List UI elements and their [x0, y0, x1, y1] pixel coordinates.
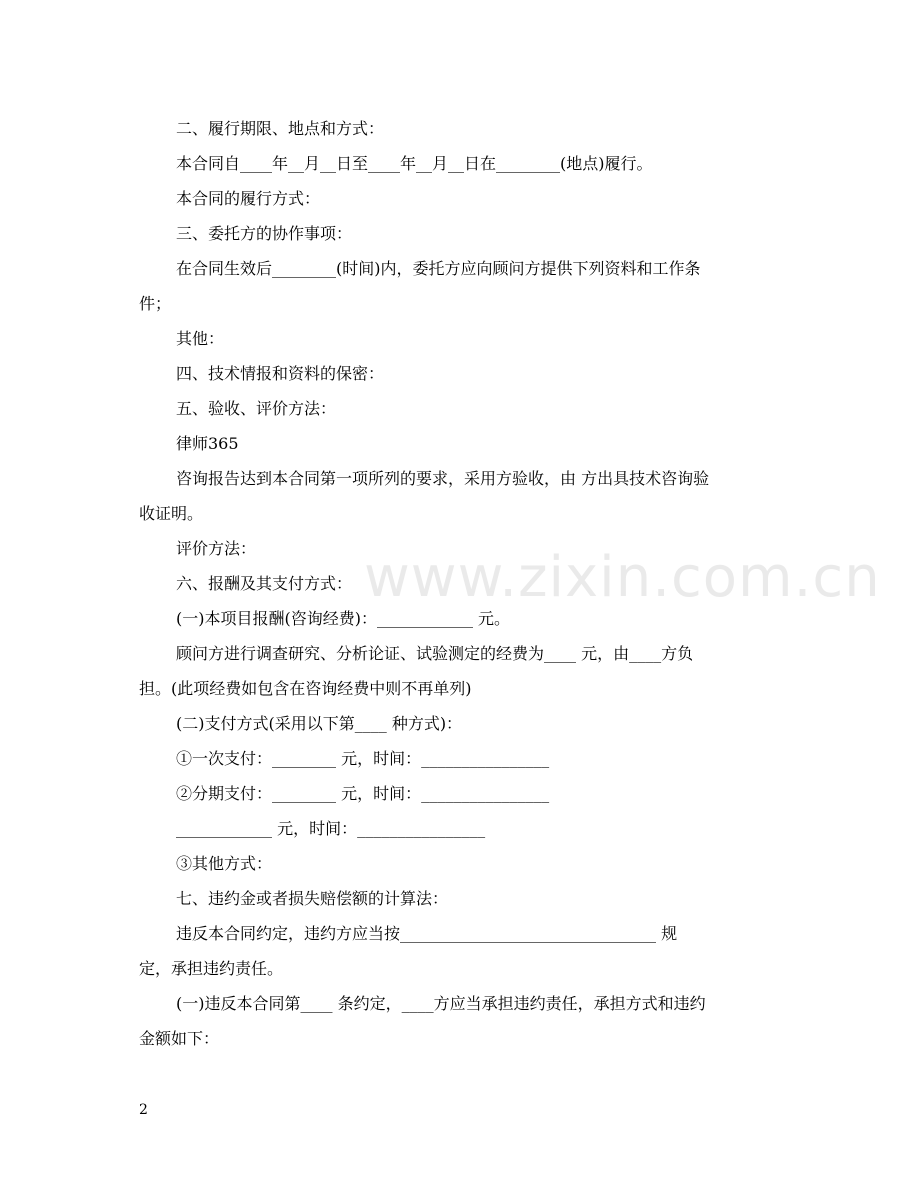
lawyer-365-line: 律师365 — [176, 434, 239, 453]
page-number: 2 — [139, 1102, 148, 1118]
research-expenses-line: 顾问方进行调查研究、分析论证、试验测定的经费为____ 元，由____方负 — [176, 644, 694, 663]
other-payment-line: ③其他方式： — [176, 854, 273, 873]
section-6-heading: 六、报酬及其支付方式： — [176, 574, 353, 593]
acceptance-line: 咨询报告达到本合同第一项所列的要求，采用方验收，由 方出具技术咨询验 — [176, 469, 710, 488]
research-expenses-continuation: 担。(此项经费如包含在咨询经费中则不再单列) — [139, 679, 472, 698]
section-3-heading: 三、委托方的协作事项： — [176, 224, 353, 243]
project-fee-line: (一)本项目报酬(咨询经费)：____________ 元。 — [176, 609, 511, 628]
evaluation-method-line: 评价方法： — [176, 539, 257, 558]
acceptance-continuation: 收证明。 — [139, 504, 204, 523]
performance-period-line: 本合同自____年__月__日至____年__月__日在________(地点)履行。 — [176, 154, 653, 173]
breach-continuation: 定，承担违约责任。 — [139, 959, 284, 978]
breach-line: 违反本合同约定，违约方应当按________________________________ 规 — [176, 924, 678, 943]
performance-method-line: 本合同的履行方式： — [176, 189, 321, 208]
lump-sum-payment-line: ①一次支付：________ 元，时间：________________ — [176, 749, 550, 768]
other-line: 其他： — [176, 329, 225, 348]
section-2-heading: 二、履行期限、地点和方式： — [176, 119, 385, 138]
client-cooperation-continuation: 件； — [139, 294, 172, 313]
section-4-heading: 四、技术情报和资料的保密： — [176, 364, 385, 383]
section-7-heading: 七、违约金或者损失赔偿额的计算法： — [176, 889, 449, 908]
breach-clause-continuation: 金额如下： — [139, 1029, 220, 1048]
installment-payment-line: ②分期支付：________ 元，时间：________________ — [176, 784, 550, 803]
section-5-heading: 五、验收、评价方法： — [176, 399, 337, 418]
client-cooperation-line: 在合同生效后________(时间)内，委托方应向顾问方提供下列资料和工作条 — [176, 259, 701, 278]
breach-clause-line: (一)违反本合同第____ 条约定，____方应当承担违约责任，承担方式和违约 — [176, 994, 706, 1013]
payment-method-line: (二)支付方式(采用以下第____ 种方式)： — [176, 714, 463, 733]
installment-payment-continuation: ____________ 元，时间：________________ — [176, 819, 486, 838]
watermark: www.zixin.com.cn — [364, 545, 881, 610]
